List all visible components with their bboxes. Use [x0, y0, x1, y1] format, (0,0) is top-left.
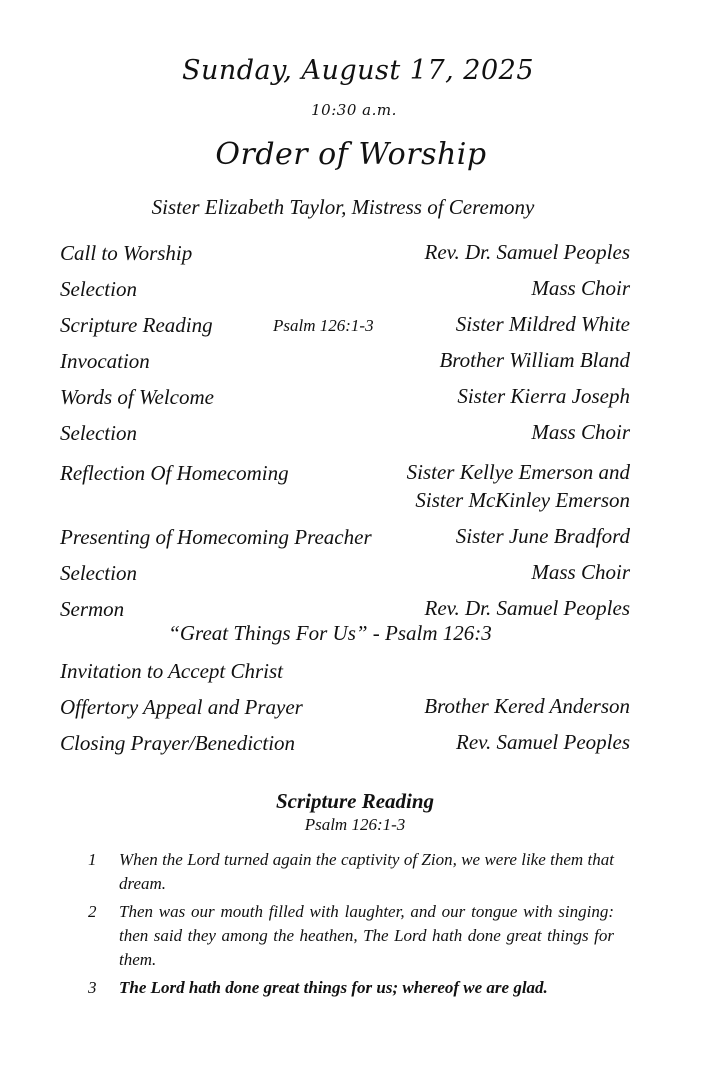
- participant-name: Sister Kellye Emerson and: [406, 460, 630, 484]
- program-item-selection: [60, 274, 630, 310]
- verse-number: 3: [88, 978, 97, 997]
- scripture-section-title: Scripture Reading: [275, 789, 435, 813]
- verse-item: [86, 848, 614, 896]
- scripture-reading-section: [0, 788, 716, 997]
- program-part: Call to Worship: [60, 241, 193, 265]
- program-participant: [531, 274, 630, 302]
- program-item-offertory: [60, 692, 630, 728]
- participant-name: Sister McKinley Emerson: [415, 488, 630, 512]
- order-of-worship-list: [60, 238, 630, 764]
- participant-name: Mass Choir: [531, 276, 630, 300]
- scripture-section-reference: Psalm 126:1-3: [304, 815, 406, 834]
- service-date: Sunday, August 17, 2025: [181, 55, 535, 86]
- program-participant: [425, 594, 630, 622]
- program-part: Invocation: [60, 349, 150, 373]
- program-part: Scripture Reading: [60, 313, 213, 337]
- participant-name: Rev. Dr. Samuel Peoples: [424, 240, 630, 264]
- program-part: Selection: [60, 277, 137, 301]
- program-participant: [456, 522, 630, 550]
- program-item-closing-prayer: [60, 728, 630, 764]
- program-participant: [439, 346, 630, 374]
- program-participant: [531, 558, 630, 586]
- program-item-words-of-welcome: [60, 382, 630, 418]
- verse-item-emphasized: [86, 976, 614, 1000]
- mistress-of-ceremony: Sister Elizabeth Taylor, Mistress of Ceremony: [151, 195, 535, 219]
- participant-name: Brother William Bland: [439, 348, 630, 372]
- verse-number: 2: [88, 902, 97, 921]
- program-part: Presenting of Homecoming Preacher: [60, 525, 372, 549]
- program-part: Selection: [60, 561, 137, 585]
- program-participant: [531, 418, 630, 446]
- participant-name: Brother Kered Anderson: [424, 694, 630, 718]
- verse-text: Then was our mouth filled with laughter, and our tongue with singing: then said they among the heathen, The Lord hath done great things for them.: [119, 902, 614, 969]
- verse-number: 1: [88, 850, 97, 869]
- scripture-reference: Psalm 126:1-3: [273, 316, 374, 335]
- participant-name: Rev. Dr. Samuel Peoples: [424, 596, 630, 620]
- program-participant: [456, 728, 630, 756]
- program-participant: [424, 692, 630, 720]
- verse-item: [86, 900, 614, 972]
- program-item-selection: [60, 558, 630, 594]
- program-part: Selection: [60, 421, 137, 445]
- program-participant: [456, 310, 630, 338]
- program-participant: [407, 458, 630, 514]
- verse-text: The Lord hath done great things for us; whereof we are glad.: [119, 978, 548, 997]
- participant-name: Mass Choir: [531, 560, 630, 584]
- sermon-title: “Great Things For Us” - Psalm 126:3: [168, 621, 492, 645]
- program-part: Offertory Appeal and Prayer: [60, 695, 303, 719]
- service-time: 10:30 a.m.: [311, 101, 397, 119]
- program-participant: [425, 238, 630, 266]
- verse-list: [86, 848, 614, 1004]
- program-item-invocation: [60, 346, 630, 382]
- program-item-reflection-of-homecoming: [60, 458, 630, 522]
- program-item-call-to-worship: [60, 238, 630, 274]
- participant-name: Sister Kierra Joseph: [457, 384, 630, 408]
- page-title: Order of Worship: [215, 137, 487, 172]
- participant-name: Rev. Samuel Peoples: [456, 730, 630, 754]
- program-item-selection: [60, 418, 630, 458]
- verse-text: When the Lord turned again the captivity of Zion, we were like them that dream.: [119, 850, 614, 893]
- program-item-scripture-reading: [60, 310, 630, 346]
- program-part: Closing Prayer/Benediction: [60, 731, 296, 755]
- program-participant: [457, 382, 630, 410]
- program-part: Sermon: [60, 597, 125, 621]
- program-item-invitation: [60, 656, 630, 692]
- program-item-presenting-preacher: [60, 522, 630, 558]
- program-part: Reflection Of Homecoming: [60, 461, 289, 485]
- program-part: Invitation to Accept Christ: [60, 659, 284, 683]
- participant-name: Sister June Bradford: [455, 524, 630, 548]
- participant-name: Sister Mildred White: [455, 312, 630, 336]
- program-part: Words of Welcome: [60, 385, 214, 409]
- participant-name: Mass Choir: [531, 420, 630, 444]
